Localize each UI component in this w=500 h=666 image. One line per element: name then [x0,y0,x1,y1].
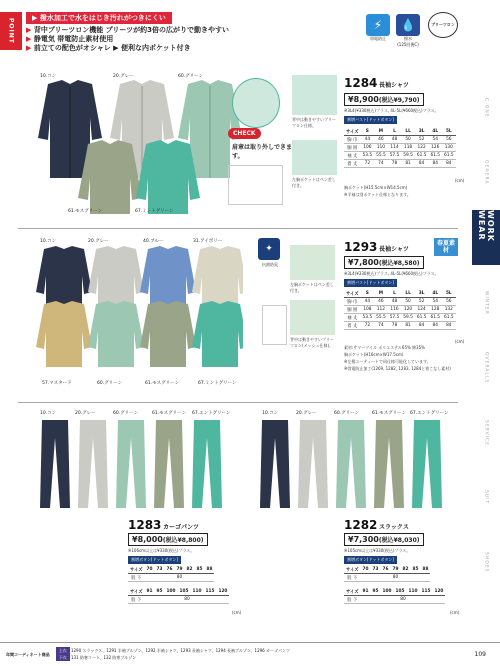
swatch-label: 10.コン [40,411,57,416]
unit-1284: (cm) [455,178,465,183]
product-1282-note: ※105cm以上は¥330(税込)プラス。 [344,548,411,553]
shirt-mustard [36,301,92,367]
note2-1293: ※左撥ユーティートで同仕様可能化しています。 [344,359,431,364]
pants-gray [298,420,328,508]
side-tab-shoes[interactable]: SHOES [483,552,489,573]
size-table-1283a: サイズ 70 73 76 79 82 85 88 股 下 80 [130,567,213,581]
pants-1283-illustration [38,418,238,513]
product-1282-price: ¥7,300(税込¥8,030) [344,533,424,546]
table-row: 股 下 80 [344,596,445,604]
table-row: 胴 囲 106 110 114 118 122 126 130 [344,144,456,152]
swatch-label: 61.モスグリーン [68,209,103,214]
size-table-1284: サイズ S M L LL 3L 4L 5L 胸 巾 44 46 48 50 52 54 56 胴 囲 106 110 114 118 122 126 130 袖 丈 53.5 55.5 57.5 59.5 61.5 61.5 61.5 着 丈 72 74 78 81 84 84 84 [346,129,454,167]
product-1283-price: ¥8,000(税込¥8,800) [128,533,208,546]
product-1283-badge: 割増ボタン[ドットボタン] [128,556,181,564]
pants-moss [154,420,184,508]
point-label: POINT [0,12,22,50]
size-table-1283b: サイズ 91 95 100 105 110 115 120 股 下 80 [130,589,228,603]
check-badge: CHECK [228,128,261,139]
antibacterial-caption: 抗菌防臭 [262,262,278,267]
pants-mint [412,420,442,508]
footer-items [56,648,290,661]
callout-pocket: 左胸ポケットはペン差し付き。 [292,177,336,188]
side-tab-service[interactable]: SERVICE [483,419,489,446]
detail-photo-back [290,300,335,335]
page-number: 109 [474,651,486,658]
product-1293-note: ※3L4(¥330税込)プラス, 4L-5L(¥660税込)プラス。 [344,271,439,276]
detail-photo-pocket [292,140,337,175]
swatch-label: 60.グリーン [97,381,123,386]
swatch-label: 61.モスグリーン [372,411,407,416]
detail-photo-pocket [290,245,335,280]
swatch-label: 67.ミントグリーン [198,381,237,386]
pants-navy [40,420,70,508]
unit-1293: (cm) [455,339,465,344]
shirt-mint [192,301,243,367]
shirts-1284-illustration [30,78,250,218]
shirt-back-sketch [262,305,287,345]
table-row: 胸 巾 44 46 48 50 52 54 56 [344,136,456,144]
detail-photo-back [292,75,337,115]
side-tab-genera[interactable]: GENERA [483,160,489,185]
section-divider [18,402,458,403]
product-1283-header: 1283 カーゴパンツ [128,518,200,532]
footer-items-bottom: 131 防寒コート、132 防寒ブルゾン [70,655,137,660]
swatch-label: 31.アイボリー [193,239,223,244]
waterrepel-caption: 撥水 (125回後C) [397,36,419,47]
swatch-label: 60.グリーン [334,411,360,416]
pants-moss [374,420,404,508]
callout-pocket-1293: 左胸ポケットはペン差し付き。 [290,282,334,293]
table-row: 股 下 80 [128,596,229,604]
footer-tag-bottom: 下衣 [56,654,70,661]
product-1283-note: ※106cm以上は¥330(税込)プラス。 [128,548,195,553]
shirt-back-sketch [228,165,283,205]
size-table-1282b: サイズ 91 95 100 105 110 115 120 股 下 80 [346,589,444,603]
table-row: 着 丈 72 74 78 81 84 84 84 [344,322,456,330]
product-1284-header: 1284 長袖シャツ [344,76,409,90]
swatch-label: 60.グリーン [113,411,139,416]
shirt-blue [140,246,196,314]
product-1293-badge: 割増バスト[ドットボタン] [344,279,397,287]
table-row: 袖 丈 53.5 55.5 57.5 59.5 61.5 61.5 61.5 [344,152,456,160]
footer-items-top: 1290 スラックス、1291 半袖ブルゾン、1292 半袖シャツ、1293 長袖シャツ、1294 長袖ブルゾン、1296 カーゴパンツ [70,648,290,653]
product-1284-note: ※3L4(¥330税込)プラス, 4L-5L(¥660税込)プラス。 [344,108,439,113]
swatch-label: 10.コン [40,239,57,244]
point-headline: ▶ 撥水加工で水をはじき汚れがつきにくい [26,12,172,24]
water-drop-icon: 💧 [396,14,420,36]
swatch-label: 61.モスグリーン [152,411,187,416]
pants-green [336,420,366,508]
table-row: 胸 巾 44 46 48 50 52 54 56 [344,298,456,306]
section-divider [18,228,458,229]
antistatic-icon-block [366,14,393,42]
shirt-green [88,301,144,367]
swatch-label: 20.グレー [88,239,109,244]
point-bullet-2: ▶ 静電気 帯電防止素材使用 [26,35,114,43]
antistatic-icon: ⚡ [366,14,390,36]
product-1282-badge: 割増ボタン[ドットボタン] [344,556,397,564]
fabric-note-1284: 胸ポケット(H15.5cm×W14.5cm) [344,185,408,190]
swatch-label: 40.ブルー [143,239,164,244]
table-row: 着 丈 72 74 78 81 84 84 84 [344,160,456,168]
table-row: 股 下 80 [344,574,430,582]
side-tab-winter[interactable]: WINTER [483,290,489,315]
shirt-navy [36,246,92,314]
point-bullet-3: ▶ 前立ての配色がオシャレ ▶ 便利な内ポケット付き [26,44,191,52]
point-bullet-1: ▶ 背中プリーツロン機能 プリーツが約3倍の広がりで動きやすい [26,26,230,34]
pants-gray [78,420,108,508]
size-table-1282a: サイズ 70 73 76 79 82 85 88 股 下 80 [346,567,429,581]
pants-1282-illustration [258,418,458,513]
side-tab-suit[interactable]: SUIT [483,490,489,505]
season-badge: 春夏素材 [434,238,458,256]
swatch-label: 60.グリーン [178,74,204,79]
product-1284-price: ¥8,900(税込¥9,790) [344,93,424,106]
shirt-gray [88,246,144,314]
fabric-note2-1284: ※半袖は別ポケット仕様となります。 [344,192,411,197]
unit-1283: (cm) [232,610,242,615]
shirt-moss [78,140,142,214]
check-text: 肩章は取り外しできます。 [232,144,293,160]
side-tab-work-wear[interactable]: WORK WEAR [472,210,500,265]
detail-zoom-image [232,78,280,128]
size-table-1293: サイズ S M L LL 3L 4L 5L 胸 巾 44 46 48 50 52 54 56 胴 囲 108 112 116 120 124 128 132 袖 丈 53.5 55.5 57.5 59.5 61.5 61.5 61.5 着 丈 72 74 78 81 84 84 84 [346,291,454,329]
pants-green [116,420,146,508]
product-1282-header: 1282 スラックス [344,518,409,532]
point-section [26,12,229,53]
callout-back: 背中は動きやすいプリーツロン仕様。 [292,117,336,128]
table-row: 袖 丈 53.5 55.5 57.5 59.5 61.5 61.5 61.5 [344,314,456,322]
waterrepel-icon-block [396,14,423,48]
swatch-label: 67.エントグリーン [192,411,231,416]
note3-1293: ※帯電防止加工(1269, 1282, 1283, 1284と着こなし素材) [344,366,451,371]
table-row: 股 下 80 [128,574,214,582]
swatch-label: 67.ミントグリーン [135,209,174,214]
pants-navy [260,420,290,508]
antibacterial-icon: ✦ [258,238,280,260]
shirt-moss [140,301,196,367]
product-1284-badge: 割増バスト[ドットボタン] [344,116,397,124]
swatch-label: 61.モスグリーン [145,381,180,386]
swatch-label: 57.マスタード [42,381,72,386]
side-tab-c-one[interactable]: C-ONE [483,97,489,118]
antistatic-caption: 帯電防止 [370,36,386,41]
shirts-1293-illustration [28,244,243,369]
brand-logo: プリーツロン [428,12,458,38]
side-tab-overalls[interactable]: OVERALLS [483,351,489,384]
fabric-1293: 素材:サマーツイル ポリエステル65% 綿35% [344,345,425,350]
product-1293-price: ¥7,800(税込¥8,580) [344,256,424,269]
unit-1282: (cm) [450,610,460,615]
swatch-label: 20.グレー [75,411,96,416]
swatch-label: 20.グレー [296,411,317,416]
footer-label: 年間コーディネート商品 [6,651,50,657]
product-1293-header: 1293 長袖シャツ [344,240,409,254]
fabric2-1293: 胸ポケット(H16cm×W17.5cm) [344,352,404,357]
callout-back-1293: 背中は動きやすいプリーツロン(メッシュ仕様)。 [290,337,334,348]
swatch-label: 20.グレー [113,74,134,79]
swatch-label: 10.コン [262,411,279,416]
swatch-label: 67.エントグリーン [410,411,449,416]
table-row: 胴 囲 108 112 116 120 124 128 132 [344,306,456,314]
footer [0,642,500,666]
swatch-label: 10.コン [40,74,57,79]
pants-mint [192,420,222,508]
footer-tag-top: 上衣 [56,647,70,654]
shirt-mint [136,140,200,214]
